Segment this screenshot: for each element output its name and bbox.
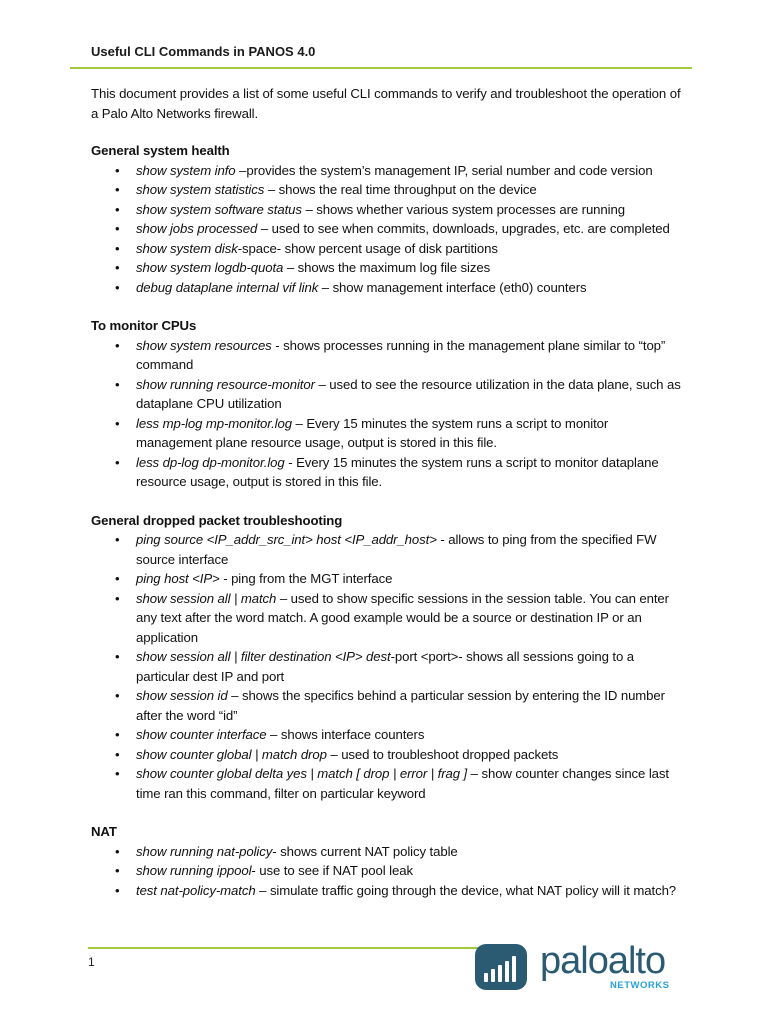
command-text: show session id [136, 688, 228, 703]
bullet-icon: • [115, 882, 120, 898]
command-description: – Every 15 minutes the system runs a script to monitor management plane resource usage, output is stored in this file. [136, 415, 609, 450]
list-item [91, 764, 681, 803]
command-list [91, 530, 681, 803]
list-item [91, 375, 681, 414]
command-text: ping host <IP> [136, 571, 220, 586]
command-description: – show management interface (eth0) counters [318, 279, 587, 295]
bullet-icon: • [115, 727, 120, 742]
list-item [91, 861, 681, 881]
command-description: – simulate traffic going through the device, what NAT policy will it match? [255, 882, 677, 898]
header-divider [70, 67, 692, 69]
command-text: show system software status [136, 201, 302, 217]
list-item [91, 589, 681, 648]
section [91, 141, 681, 297]
command-text: less mp-log mp-monitor.log [136, 415, 292, 431]
command-description: – shows the specifics behind a particular session by entering the ID number after the word “id” [136, 688, 665, 723]
list-item [91, 278, 681, 298]
footer-divider [88, 947, 488, 949]
bullet-icon: • [115, 240, 120, 256]
section-title: General system health [91, 143, 230, 158]
sections-container [91, 141, 681, 900]
paloalto-logo [470, 939, 685, 995]
command-description: – used to see the resource utilization in the data plane, such as dataplane CPU utilization [136, 376, 681, 411]
command-text: show system logdb-quota [136, 260, 284, 275]
command-text: show session all | filter destination <IP> dest [136, 649, 391, 664]
bullet-icon: • [115, 415, 120, 431]
command-list [91, 336, 681, 492]
command-description: - ping from the MGT interface [219, 571, 393, 586]
intro-paragraph: This document provides a list of some useful CLI commands to verify and troubleshoot the operation of a Palo Alto Networks firewall. [91, 86, 681, 121]
command-text: show counter interface [136, 727, 267, 742]
paloalto-logo-icon [470, 939, 536, 995]
bullet-icon: • [115, 766, 120, 781]
command-text: show system info [136, 162, 236, 178]
list-item [91, 414, 681, 453]
section [91, 511, 681, 804]
command-text: show session all | match [136, 590, 277, 606]
section-title: To monitor CPUs [91, 318, 197, 333]
bullet-icon: • [115, 746, 120, 762]
command-description: - allows to ping from the specified FW source interface [136, 532, 657, 567]
list-item [91, 258, 681, 278]
command-text: ping source <IP_addr_src_int> host <IP_addr_host> [136, 532, 437, 547]
list-item [91, 569, 681, 589]
list-item [91, 161, 681, 181]
list-item [91, 881, 681, 901]
list-item [91, 725, 681, 745]
list-item [91, 219, 681, 239]
command-description: -space- show percent usage of disk partitions [237, 240, 498, 256]
command-description: - shows current NAT policy table [272, 843, 458, 859]
bullet-icon: • [115, 454, 120, 470]
command-text: less dp-log dp-monitor.log [136, 454, 285, 470]
command-list [91, 842, 681, 901]
bullet-icon: • [115, 688, 120, 703]
list-item [91, 336, 681, 375]
command-description: - use to see if NAT pool leak [251, 863, 413, 878]
page-number: 1 [88, 955, 95, 969]
bullet-icon: • [115, 201, 120, 217]
list-item [91, 686, 681, 725]
command-text: show running nat-policy [136, 843, 273, 859]
command-text: show system resources [136, 337, 272, 353]
command-text: test nat-policy-match [136, 882, 256, 898]
section [91, 316, 681, 492]
bullet-icon: • [115, 532, 120, 547]
command-description: -port <port>- shows all sessions going to a particular dest IP and port [136, 649, 635, 684]
command-description: – shows the maximum log file sizes [283, 260, 491, 275]
bullet-icon: • [115, 182, 120, 197]
command-description: - shows processes running in the management plane similar to “top” command [136, 337, 666, 372]
command-description: - Every 15 minutes the system runs a script to monitor dataplane resource usage, output is stored in this file. [136, 454, 659, 489]
command-description: – used to troubleshoot dropped packets [326, 746, 559, 762]
list-item [91, 745, 681, 765]
command-description: – shows interface counters [266, 727, 425, 742]
command-description: – used to show specific sessions in the session table. You can enter any text after the word match. A good example would be a source or destination IP or an application [136, 590, 669, 645]
logo-wordmark: paloalto [540, 940, 666, 982]
command-text: show system statistics [136, 182, 265, 197]
bullet-icon: • [115, 590, 120, 606]
section-title: General dropped packet troubleshooting [91, 512, 343, 528]
bullet-icon: • [115, 337, 120, 353]
document-body [91, 84, 681, 919]
command-text: show system disk [136, 240, 238, 256]
bullet-icon: • [115, 162, 120, 178]
section [91, 822, 681, 900]
command-description: – shows the real time throughput on the device [264, 182, 537, 197]
list-item [91, 530, 681, 569]
command-text: show counter global | match drop [136, 746, 327, 762]
command-description: –provides the system’s management IP, serial number and code version [235, 162, 653, 178]
command-description: – show counter changes since last time ran this command, filter on particular keyword [136, 766, 669, 801]
bullet-icon: • [115, 221, 120, 236]
bullet-icon: • [115, 843, 120, 859]
command-text: debug dataplane internal vif link [136, 279, 319, 295]
list-item [91, 239, 681, 259]
bullet-icon: • [115, 649, 120, 664]
bullet-icon: • [115, 376, 120, 392]
list-item [91, 180, 681, 200]
command-list [91, 161, 681, 298]
command-text: show running resource-monitor [136, 376, 315, 392]
command-text: show jobs processed [136, 221, 258, 236]
command-text: show running ippool [136, 863, 252, 878]
bullet-icon: • [115, 279, 120, 295]
bullet-icon: • [115, 571, 120, 586]
bullet-icon: • [115, 260, 120, 275]
command-description: – shows whether various system processes are running [301, 201, 625, 217]
command-text: show counter global delta yes | match [ drop | error | frag ] [136, 766, 468, 781]
command-description: – used to see when commits, downloads, upgrades, etc. are completed [257, 221, 670, 236]
list-item [91, 842, 681, 862]
bullet-icon: • [115, 863, 120, 878]
list-item [91, 453, 681, 492]
logo-subtitle: NETWORKS [610, 980, 670, 991]
list-item [91, 200, 681, 220]
list-item [91, 647, 681, 686]
section-title: NAT [91, 824, 117, 839]
document-header-title: Useful CLI Commands in PANOS 4.0 [91, 44, 316, 59]
